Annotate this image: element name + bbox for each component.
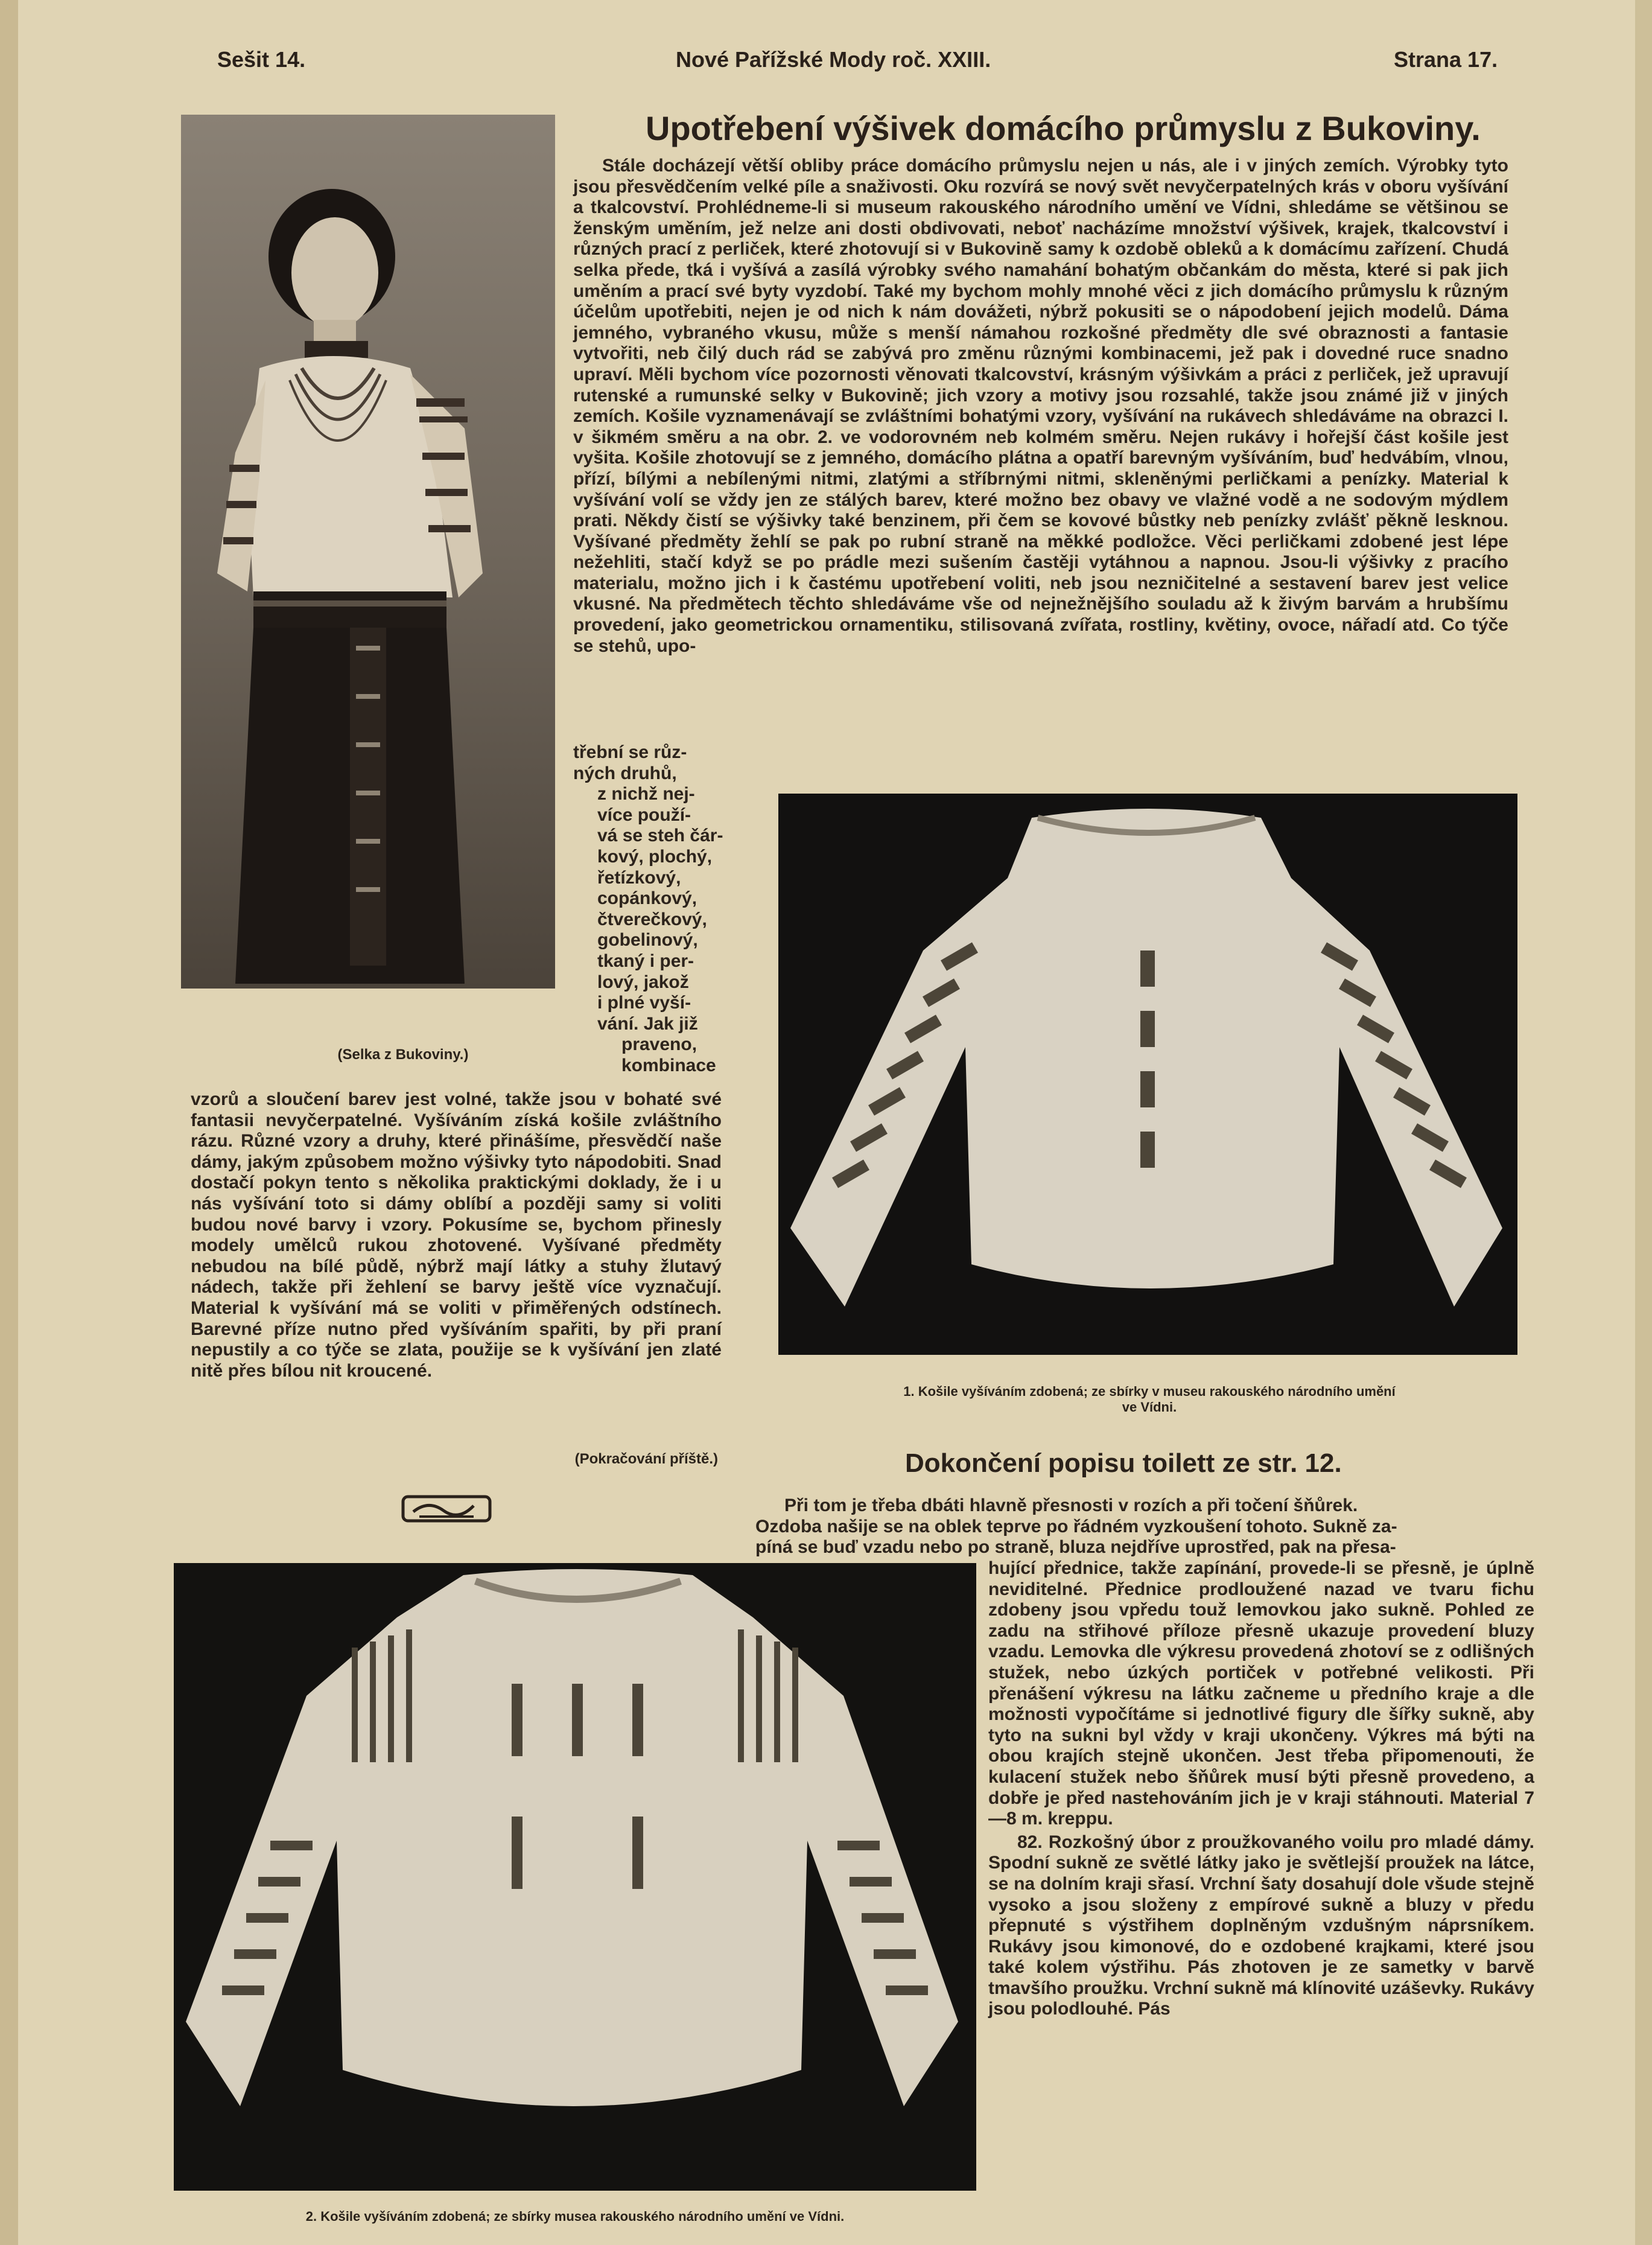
narrow-line: vá se steh čár- bbox=[597, 826, 723, 846]
narrow-line: copánkový, bbox=[597, 888, 697, 909]
photo2-caption-line2: ve Vídni. bbox=[1122, 1400, 1177, 1415]
narrow-line: kový, plochý, bbox=[597, 846, 713, 867]
blouse-1-illustration bbox=[778, 794, 1517, 1355]
narrow-line: tkaný i per- bbox=[597, 951, 694, 971]
header-issue: Sešit 14. bbox=[217, 47, 306, 72]
article2-title: Dokončení popisu toilett ze str. 12. bbox=[905, 1448, 1342, 1478]
article2-line: Při tom je třeba dbáti hlavně přesnosti v rozích a při točení šňůrek. bbox=[784, 1495, 1358, 1515]
photo2-caption bbox=[766, 1384, 1533, 1415]
photo3-caption: 2. Košile vyšíváním zdobená; ze sbírky musea rakouského národního umění ve Vídni. bbox=[305, 2209, 845, 2224]
article1-paragraph2: vzorů a sloučení barev jest volné, takže jsou v bohaté své fantasii nevyčerpatelné. Vyšíváním získá košile zvláštního rázu. Různé vzory a druhy, které přinášíme, přesvědčí naše dámy, jakým způsobem možno výšivky tyto nápodobiti. Snad dostačí pokyn tento s několika praktickými doklady, že i u nás vyšívání toto si dámy oblíbí a později samy si voliti budou nové barvy i vzory. Pokusíme se, bychom přinesly modely umělců rukou zhotovené. Vyšívané předměty nebudou na bílé půdě, nýbrž mají látky a stuhy žlutavý nádech, takže při žehlení se barvy ještě více vyznačují. Material k vyšívání má se voliti v přiměřených odstínech. Barevné příze nutno před vyšíváním spařiti, by při praní nepustily a co týče se zlata, použije se k vyšívání jen zlaté nitě přes bílou nit kroucené. bbox=[191, 1089, 722, 1381]
photo-blouse-2 bbox=[174, 1563, 976, 2191]
peasant-woman-illustration bbox=[181, 115, 555, 989]
magazine-page bbox=[18, 0, 1635, 2245]
narrow-line: více použí- bbox=[597, 804, 691, 825]
photo-peasant-woman bbox=[181, 115, 555, 989]
article1-title: Upotřebení výšivek domácího průmyslu z Bukoviny. bbox=[646, 109, 1481, 147]
narrow-line: třební se růz- bbox=[573, 742, 687, 762]
header-page-number: Strana 17. bbox=[1394, 47, 1498, 72]
photo-blouse-1 bbox=[778, 794, 1517, 1355]
article1-paragraph1: Stále docházejí větší obliby práce domácího průmyslu nejen u nás, ale i v jiných zemích. Výrobky tyto jsou přesvědčením velké píle a snaživosti. Oku rozvírá se nový svět nevyčerpatelných krás v oboru vyšívání a tkalcovství. Prohlédneme-li si museum rakouského národního umění ve Vídni, shledáme se většinou se ženským uměním, jež nelze ani dosti obdivovati, neboť nacházíme množství výšivek, krajek, tkalcovství i různých prací z perliček, které zhotovují si v Bukovině samy k ozdobě obleků a k domácímu zařízení. Chudá selka přede, tká i vyšívá a zasílá výrobky svého namahání bohatým občankám do města, které si pak jich uměním a prací své byty vyzdobí. Také my bychom mohly mnohé věci z jich domácího průmyslu k různým účelům upotřebiti, nejen je od nich k nám dovážeti, nýbrž pokusiti se o nápodobení jejich modelů. Dáma jemného, vybraného vkusu, může s menší námahou rozkošné předměty dle své obraznosti a fantasie vytvořiti, neb čilý duch rád se zabývá pro změnu různými kombinacemi, jež pak i dovedné ruce snadno upraví. Měli bychom více pozornosti věnovati tkalcovství, krásným výšivkám a práci z perliček, jež upravují rutenské a rumunské selky v Bukovině; jich vzory a motivy jsou rozsahlé, takže jsou známé již v jiných zemích. Košile vyznamenávají se zvláštními bohatými vzory, vyšívání na rukávech shledáváme na obrazci I. v šikmém směru a na obr. 2. ve vodorovném neb kolmém směru. Nejen rukávy i hořejší část košile jest vyšita. Košile zhotovují se z jemného, domácího plátna a opatří barevným vyšíváním, buď hedvábím, vlnou, přízí, bílými a nebílenými nitmi, zlatými a stříbrnými nitmi, skleněnými perličkami a penízky. Material k vyšívání volí se vždy jen ze stálých barev, které možno bez obavy ve vlažné vodě a ne sodovým mýdlem prati. Někdy čistí se výšivky také benzinem, při čem se kovové bůstky neb penízky zvlášť pěkně lesknou. Vyšívané předměty žehlí se pak po rubní straně na měkké podložce. Věci perličkami zdobené jest lépe nežehliti, stačí když se po prádle mezi sušením častěji vytáhnou a napnou. Jsou-li výšivky z pracího materialu, možno jich i k častému upotřebení voliti, neb jsou nezničitelné a sestavení barev jest velice vkusné. Na předmětech těchto shledáváme vše od nejnežnějšího souladu až k živým barvám a hrubšímu provedení, jako geometrickou ornamentiku, stilisovaná zvířata, rostliny, květiny, ovoce, nářadí atd. Co týče se stehů, upo- bbox=[573, 156, 1508, 656]
narrow-line: řetízkový, bbox=[597, 867, 681, 888]
article2-line: Ozdoba našije se na oblek teprve po řádném vyzkoušení tohoto. Sukně za- bbox=[755, 1516, 1397, 1536]
photo1-caption: (Selka z Bukoviny.) bbox=[337, 1046, 469, 1063]
narrow-line: ných druhů, bbox=[573, 763, 677, 783]
scan-edge-right bbox=[1635, 0, 1652, 2245]
narrow-line: praveno, bbox=[621, 1034, 697, 1055]
narrow-line: gobelinový, bbox=[597, 930, 698, 951]
article2-intro-lines bbox=[755, 1495, 1540, 1558]
narrow-line: z nichž nej- bbox=[597, 784, 695, 804]
article2-column-text: hující přednice, takže zapínání, provede-li se přesně, je úplně neviditelné. Přednice prodloužené nazad ve tvaru fichu zdobeny jsou vpředu touž lemovkou jako sukně. Pohled ze zadu na střihové příloze přesně ukazuje provedení bluzy vzadu. Lemovka dle výkresu provedená zhotoví se z odlišných stužek, nebo úzkých portiček v potřebné velikosti. Při přenášení výkresu na látku začneme u předního kraje a dle možnosti vypočítáme si jednotlivé figury dle šířky sukně, aby tyto na sukni byl vždy v kraji ukončeny. Výkres má býti na obou krajích stejně ukončen. Jest třeba připomenouti, že kulacení stužek nebo šňůrek musí býti přesně provedeno, a dobře je před nastehováním jich je v kraji stáhnouti. Material 7—8 m. kreppu. 82. Rozkošný úbor z proužkovaného voilu pro mladé dámy. Spodní sukně ze světlé látky jako je světlejší proužek na látce, se na dolním kraji sřasí. Vrchní šaty dosahují dole všude stejně vysoko a jsou složeny z empírové sukně a bluzy v předu přepnuté s výstřihem doplněným vzdušným náprsníkem. Rukávy jsou kimonové, do e ozdobené krajkami, které jsou také kolem výstřihu. Pás zhotoven je ze sametky v barvě tmavšího proužku. Vrchní sukně má klínovité uzáševky. Rukávy jsou polodlouhé. Pás bbox=[988, 1558, 1534, 2019]
photo2-caption-line1: 1. Košile vyšíváním zdobená; ze sbírky v museu rakouského národního umění bbox=[903, 1384, 1396, 1399]
narrow-line: kombinace bbox=[621, 1055, 716, 1075]
header-magazine-title: Nové Pařížské Mody roč. XXIII. bbox=[676, 47, 991, 72]
article2-line: píná se buď vzadu nebo po straně, bluza nejdříve uprostřed, pak na přesa- bbox=[755, 1537, 1396, 1558]
item-number: 82. bbox=[1017, 1832, 1043, 1852]
narrow-line: vání. Jak již bbox=[597, 1013, 698, 1034]
narrow-line: i plné vyší- bbox=[597, 993, 691, 1013]
narrow-line: lový, jakož bbox=[597, 972, 689, 992]
narrow-line: čtverečkový, bbox=[597, 909, 707, 929]
article1-narrow-column bbox=[573, 742, 730, 1077]
blouse-2-illustration bbox=[174, 1563, 976, 2191]
continued-note: (Pokračování příště.) bbox=[574, 1451, 718, 1467]
item-description: Rozkošný úbor z proužkovaného voilu pro mladé dámy. Spodní sukně ze světlé látky jako je světlejší proužek na látce, se na dolním kraji sřasí. Vrchní šaty dosahují dole všude stejně vysoko a jsou složeny z empírové sukně a bluzy v předu přepnuté s výstřihem doplněným vzdušným náprsníkem. Rukávy jsou kimonové, do e ozdobené krajkami, které jsou také kolem výstřihu. Pás zhotoven je ze sametky v barvě tmavšího proužku. Vrchní sukně má klínovité uzáševky. Rukávy jsou polodlouhé. Pás bbox=[988, 1832, 1534, 2019]
scan-edge-left bbox=[0, 0, 18, 2245]
ornament-divider bbox=[401, 1494, 492, 1524]
ornament-icon bbox=[401, 1494, 492, 1524]
